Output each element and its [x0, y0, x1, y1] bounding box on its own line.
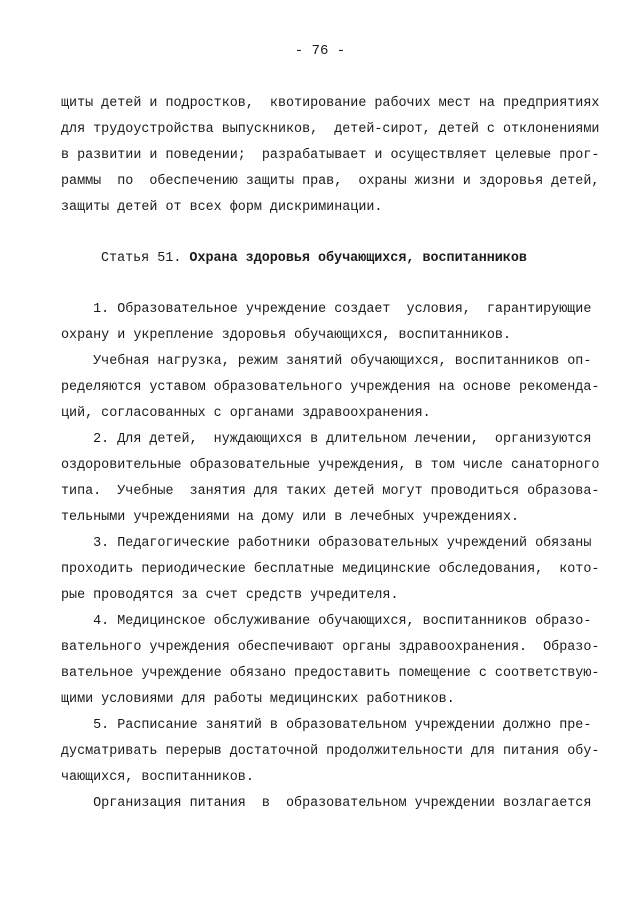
text-line: 5. Расписание занятий в образовательном учреждении должно пре-: [61, 718, 592, 733]
text-line: ций, согласованных с органами здравоохранения.: [61, 406, 431, 421]
text-line: рые проводятся за счет средств учредителя.: [61, 588, 399, 603]
text-line: дусматривать перерыв достаточной продолжительности для питания обу-: [61, 744, 600, 759]
text-line: для трудоустройства выпускников, детей-сирот, детей с отклонениями: [61, 122, 600, 137]
text-line: щиты детей и подростков, квотирование рабочих мест на предприятиях: [61, 96, 600, 111]
article-heading: [101, 250, 527, 268]
article-number: Статья 51.: [101, 251, 182, 266]
text-line: в развитии и поведении; разрабатывает и осуществляет целевые прог-: [61, 148, 600, 163]
text-line: 3. Педагогические работники образовательных учреждений обязаны: [61, 536, 592, 551]
text-line: оздоровительные образовательные учреждения, в том числе санаторного: [61, 458, 600, 473]
text-line: типа. Учебные занятия для таких детей могут проводиться образова-: [61, 484, 600, 499]
text-line: раммы по обеспечению защиты прав, охраны жизни и здоровья детей,: [61, 174, 600, 189]
text-line: щими условиями для работы медицинских работников.: [61, 692, 455, 707]
text-line: 4. Медицинское обслуживание обучающихся, воспитанников образо-: [61, 614, 592, 629]
text-line: защиты детей от всех форм дискриминации.: [61, 200, 383, 215]
text-line: Учебная нагрузка, режим занятий обучающихся, воспитанников оп-: [61, 354, 592, 369]
text-line: тельными учреждениями на дому или в лечебных учреждениях.: [61, 510, 520, 525]
text-line: Организация питания в образовательном учреждении возлагается: [61, 796, 592, 811]
text-line: охрану и укрепление здоровья обучающихся, воспитанников.: [61, 328, 511, 343]
text-line: вательное учреждение обязано предоставить помещение с соответствую-: [61, 666, 600, 681]
text-line: чающихся, воспитанников.: [61, 770, 254, 785]
article-title: Охрана здоровья обучающихся, воспитанников: [189, 251, 527, 266]
text-line: вательного учреждения обеспечивают органы здравоохранения. Образо-: [61, 640, 600, 655]
text-line: проходить периодические бесплатные медицинские обследования, кото-: [61, 562, 600, 577]
text-line: 2. Для детей, нуждающихся в длительном лечении, организуются: [61, 432, 592, 447]
text-line: 1. Образовательное учреждение создает условия, гарантирующие: [61, 302, 592, 317]
page-number: - 76 -: [294, 43, 346, 59]
text-line: ределяются уставом образовательного учреждения на основе рекоменда-: [61, 380, 600, 395]
